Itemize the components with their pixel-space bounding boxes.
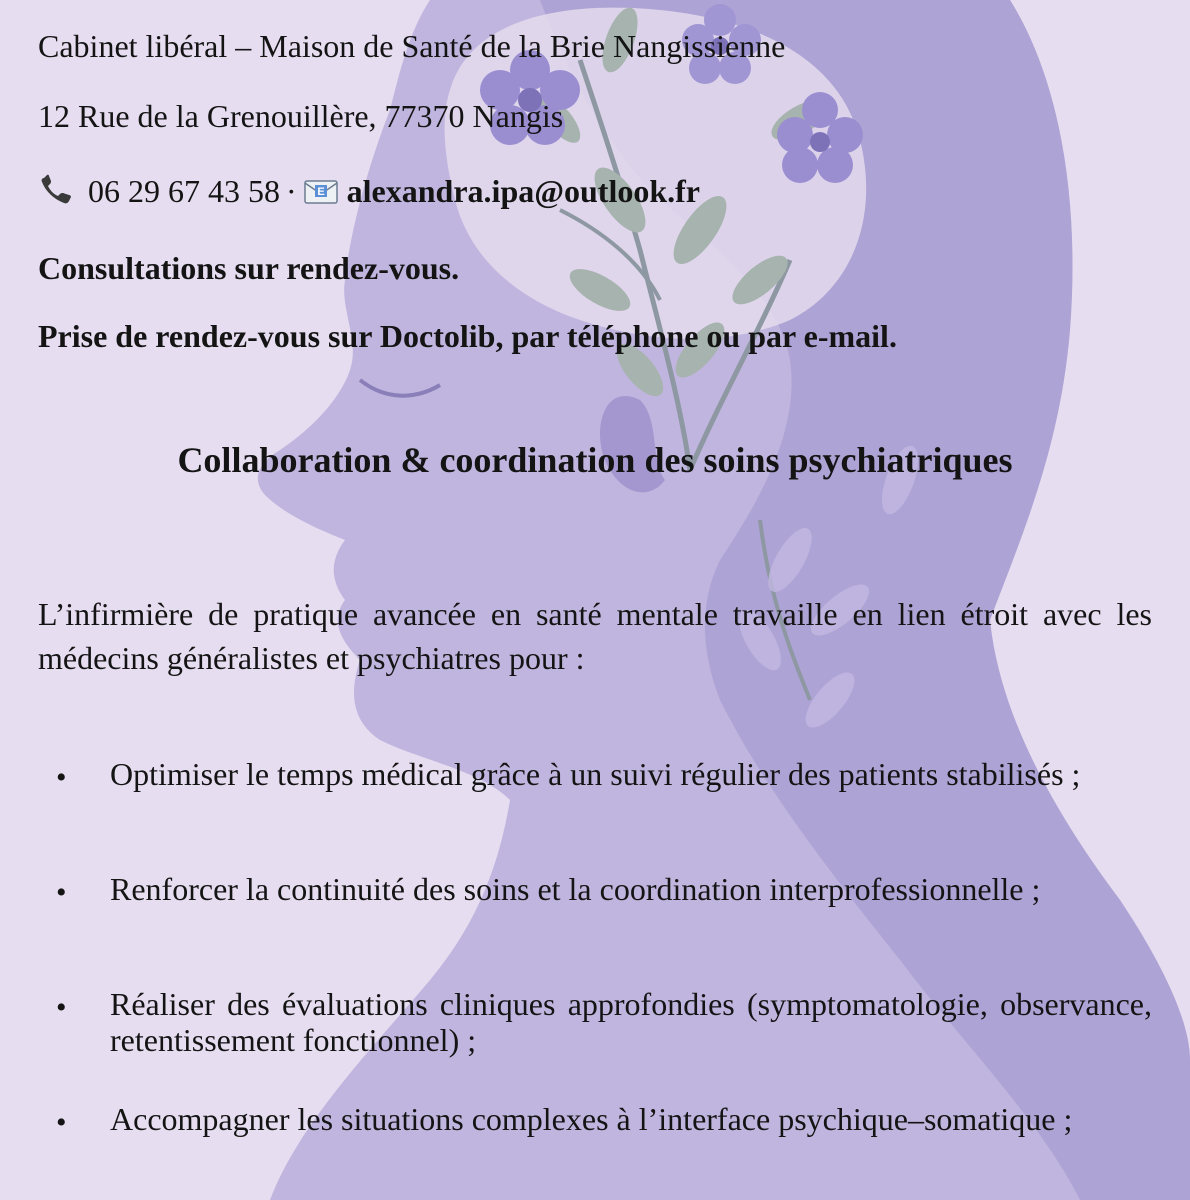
contact-line [38, 173, 700, 209]
bullet-marker: • [56, 1106, 67, 1139]
list-item-text: Réaliser des évaluations cliniques approfondies (symptomatologie, observance, retentissement fonctionnel) ; [110, 986, 1152, 1058]
telephone-icon [38, 174, 78, 206]
list-item-text: Renforcer la continuité des soins et la coordination interprofessionnelle ; [110, 871, 1041, 907]
envelope-icon [303, 177, 339, 205]
phone-number[interactable]: 06 29 67 43 58 [88, 173, 280, 209]
consultation-note: Consultations sur rendez-vous. [38, 250, 460, 286]
svg-text:E: E [316, 186, 325, 198]
practice-name: Cabinet libéral – Maison de Santé de la Brie Nangissienne [38, 28, 786, 64]
bullet-marker: • [56, 761, 67, 794]
booking-note: Prise de rendez-vous sur Doctolib, par téléphone ou par e-mail. [38, 318, 897, 354]
practice-address: 12 Rue de la Grenouillère, 77370 Nangis [38, 98, 564, 134]
section-title: Collaboration & coordination des soins psychiatriques [177, 440, 1013, 480]
contact-separator: · [286, 173, 297, 209]
intro-paragraph: L’infirmière de pratique avancée en santé mentale travaille en lien étroit avec les médecins généralistes et psychiatres pour : [38, 596, 1152, 676]
list-item-text: Accompagner les situations complexes à l’interface psychique–somatique ; [110, 1101, 1073, 1137]
bullet-marker: • [56, 876, 67, 909]
email-link[interactable]: alexandra.ipa@outlook.fr [346, 173, 700, 209]
bullet-marker: • [56, 991, 67, 1024]
list-item-text: Optimiser le temps médical grâce à un suivi régulier des patients stabilisés ; [110, 756, 1081, 792]
